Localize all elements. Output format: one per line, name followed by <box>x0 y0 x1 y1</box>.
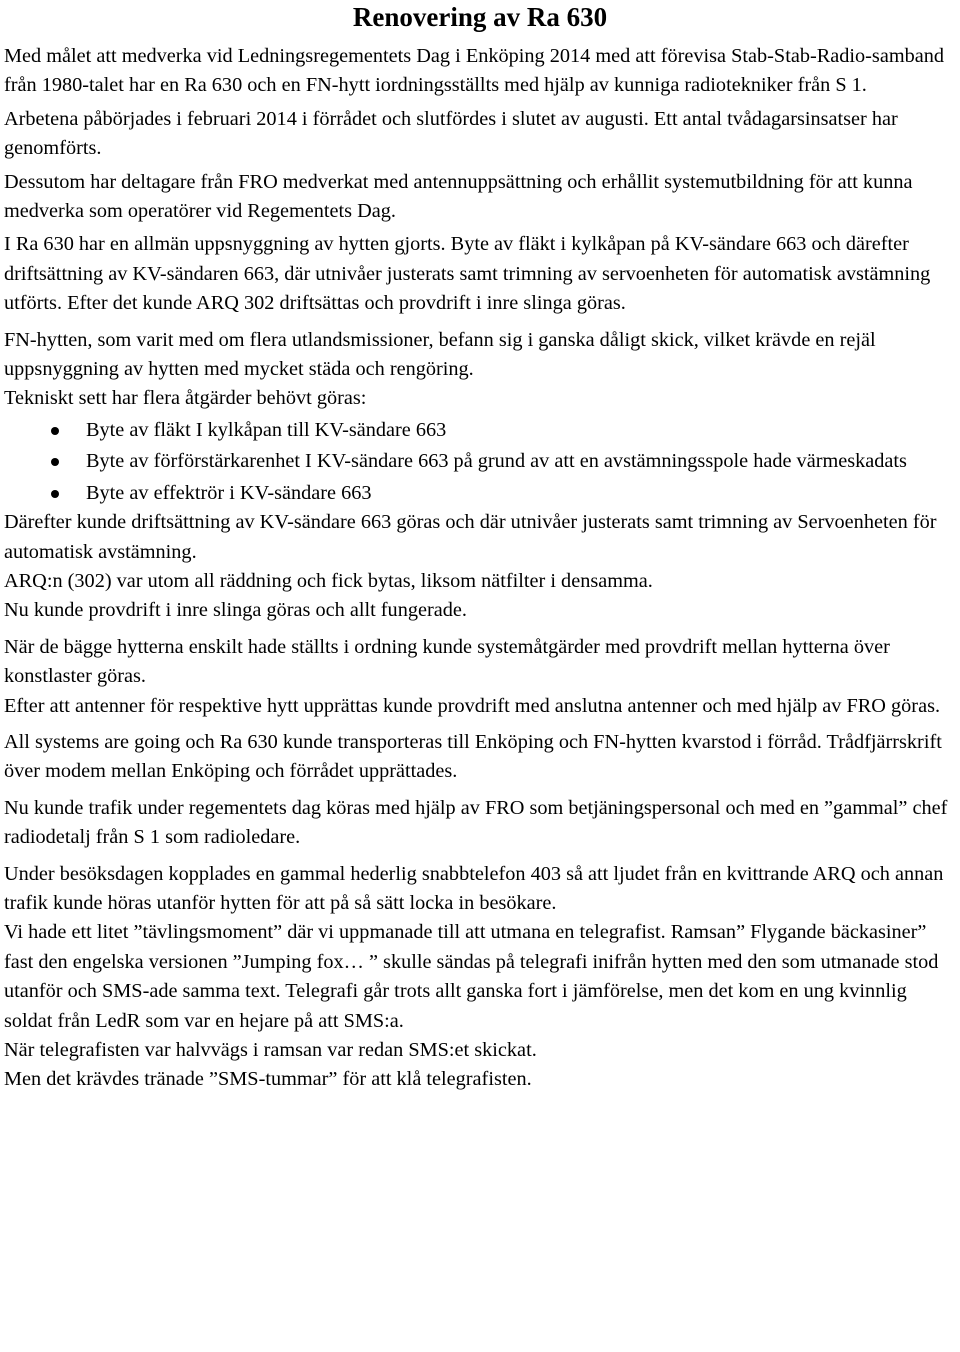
list-item <box>4 447 956 476</box>
paragraph-arq-replacement: ARQ:n (302) var utom all räddning och fick bytas, liksom nätfilter i densamma. <box>4 569 653 592</box>
paragraph-intro: Med målet att medverka vid Ledningsregementets Dag i Enköping 2014 med att förevisa Stab-Stab-Radio-samband från 1980-talet har en Ra 630 och en FN-hytt iordningsställts med hjälp av kunniga radiotekniker från S 1. <box>4 45 945 97</box>
paragraph-antennas: Efter att antenner för respektive hytt upprättas kunde provdrift med anslutna antenner och med hjälp av FRO göras. <box>4 694 941 717</box>
list-item-text: Byte av fläkt I kylkåpan till KV-sändare 663 <box>86 418 447 441</box>
paragraph-commissioning: Därefter kunde driftsättning av KV-sändare 663 göras och där utnivåer justerats samt trimning av Servoenheten för automatisk avstämning. <box>4 511 937 563</box>
bullet-icon <box>51 427 59 435</box>
document-page <box>4 0 956 1095</box>
paragraph-closing: Men det krävdes tränade ”SMS-tummar” för att klå telegrafisten. <box>4 1068 532 1091</box>
paragraph-technical-intro: Tekniskt sett har flera åtgärder behövt göras: <box>4 387 367 410</box>
paragraph-fro-participation: Dessutom har deltagare från FRO medverkat med antennuppsättning och erhållit systemutbildning för att kunna medverka som operatörer vid Regementets Dag. <box>4 170 913 223</box>
paragraph-ra630-work: I Ra 630 har en allmän uppsnyggning av hytten gjorts. Byte av fläkt i kylkåpan på KV-sändare 663 och därefter driftsättning av KV-sändaren 663, där utnivåer justerats samt trimning av servoenheten för automatisk avstämning utförts. Efter det kunde ARQ 302 driftsättas och provdrift i inre slinga göras. <box>4 233 931 315</box>
paragraph-traffic: Nu kunde trafik under regementets dag köras med hjälp av FRO som betjäningspersonal och med en ”gammal” chef radiodetalj från S 1 som radioledare. <box>4 796 948 849</box>
paragraph-competition: Vi hade ett litet ”tävlingsmoment” där vi uppmanade till att utmana en telegrafist. Ramsan” Flygande bäckasiner” fast den engelska versionen ”Jumping fox… ” skulle sändas på telegrafi inifrån hytten med den som utmanade stod utanför och SMS-ade samma text. Telegrafi går trots allt ganska fort i jämförelse, men det kom en ung kvinnlig soldat från LedR som var en hejare på att SMS:a. <box>4 921 939 1032</box>
bullet-icon <box>51 458 59 466</box>
paragraph-fn-hytt: FN-hytten, som varit med om flera utlandsmissioner, befann sig i ganska dåligt skick, vilket krävde en rejäl uppsnyggning av hytten med mycket städa och rengöring. <box>4 328 876 381</box>
paragraph-visitor-day: Under besöksdagen kopplades en gammal hederlig snabbtelefon 403 så att ljudet från en kvittrande ARQ och annan trafik kunde höras utanför hytten för att på så sätt locka in besökare. <box>4 862 944 914</box>
paragraph-sms-result: När telegrafisten var halvvägs i ramsan var redan SMS:et skickat. <box>4 1039 537 1061</box>
list-item <box>4 479 956 508</box>
paragraph-work-period: Arbetena påbörjades i februari 2014 i förrådet och slutfördes i slutet av augusti. Ett antal tvådagarsinsatser har genomförts. <box>4 107 898 160</box>
bullet-icon <box>51 490 59 498</box>
measures-list <box>4 416 956 508</box>
paragraph-system-measures: När de bägge hytterna enskilt hade ställts i ordning kunde systemåtgärder med provdrift mellan hytterna över konstlaster göras. <box>4 635 890 688</box>
paragraph-test-run: Nu kunde provdrift i inre slinga göras och allt fungerade. <box>4 599 467 622</box>
list-item-text: Byte av förförstärkarenhet I KV-sändare 663 på grund av att en avstämningsspole hade värmeskadats <box>86 450 907 473</box>
list-item-text: Byte av effektrör i KV-sändare 663 <box>86 481 372 504</box>
list-item <box>4 416 956 445</box>
paragraph-transport: All systems are going och Ra 630 kunde transporteras till Enköping och FN-hytten kvarstod i förråd. Trådfjärrskrift över modem mellan Enköping och förrådet upprättades. <box>4 730 942 783</box>
page-title: Renovering av Ra 630 <box>352 2 608 32</box>
